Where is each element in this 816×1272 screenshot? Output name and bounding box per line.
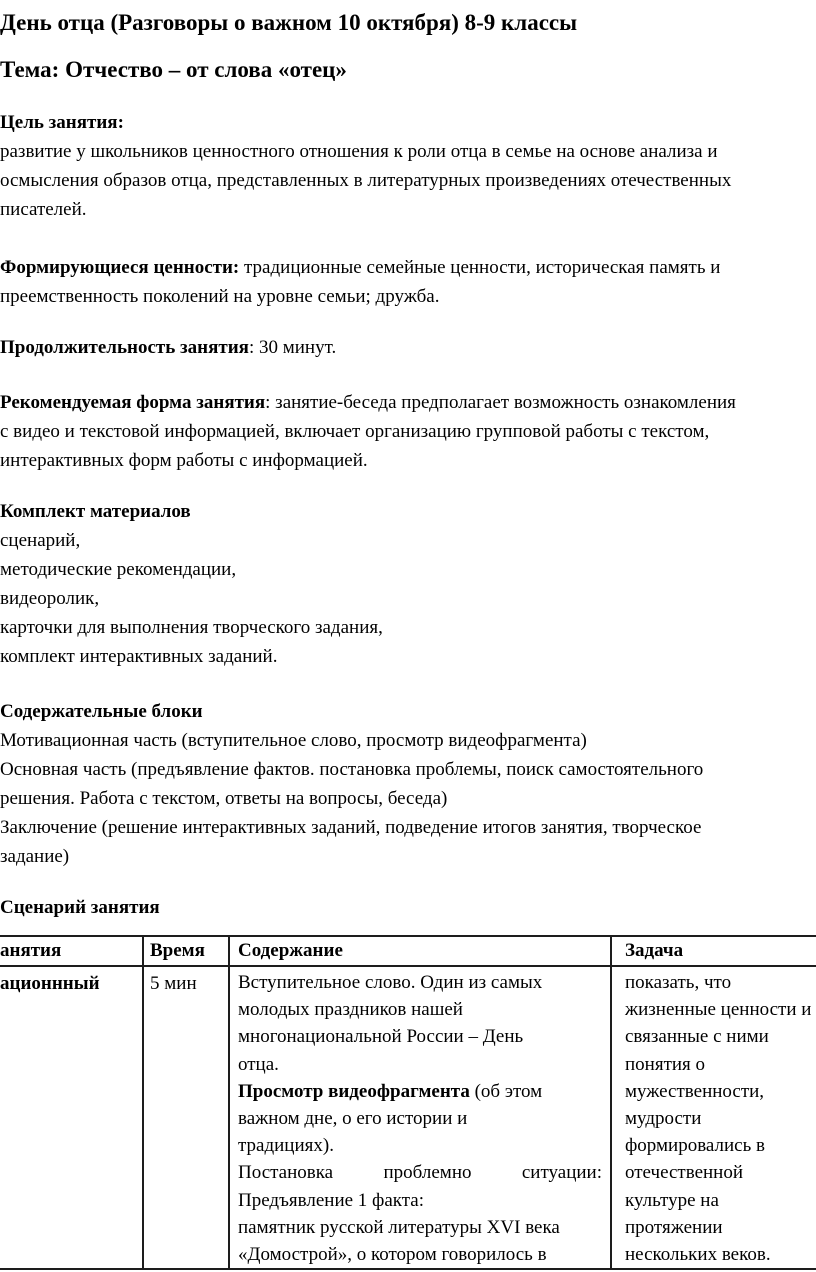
form-label: Рекомендуемая форма занятия	[0, 392, 266, 413]
table-header-row	[0, 937, 816, 967]
content-line: важном дне, о его истории и	[238, 1108, 468, 1130]
part-cell: ационнный	[0, 973, 100, 994]
content-line: традициях).	[238, 1135, 334, 1157]
task-line: протяжении	[625, 1216, 723, 1238]
blocks-text-line: решения. Работа с текстом, ответы на вопросы, беседа)	[0, 788, 448, 809]
blocks-text-line: Заключение (решение интерактивных заданий, подведение итогов занятия, творческое	[0, 817, 702, 838]
values-label: Формирующиеся ценности:	[0, 257, 240, 278]
values-text-line: преемственность поколений на уровне семьи; дружба.	[0, 286, 440, 307]
task-line: жизненные ценности и	[625, 999, 812, 1021]
materials-item: методические рекомендации,	[0, 559, 237, 580]
task-line: нескольких веков.	[625, 1244, 771, 1266]
document-subtitle: Тема: Отчество – от слова «отец»	[0, 57, 347, 82]
content-cell	[228, 967, 610, 1268]
scenario-table	[0, 935, 816, 1270]
form-text-line: интерактивных форм работы с информацией.	[0, 450, 368, 471]
materials-item: сценарий,	[0, 530, 81, 551]
task-line: мудрости	[625, 1108, 702, 1130]
col-header-task: Задача	[610, 937, 816, 965]
task-line: культуре на	[625, 1189, 719, 1211]
materials-item: карточки для выполнения творческого задания,	[0, 617, 383, 638]
materials-item: видеоролик,	[0, 588, 100, 609]
col-header-time: Время	[142, 937, 228, 965]
table-row	[0, 967, 816, 1268]
form-paragraph	[0, 388, 816, 417]
content-word: Постановка	[238, 1162, 334, 1184]
task-line: мужественности,	[625, 1080, 765, 1102]
content-line: памятник русской литературы XVI века	[238, 1216, 560, 1238]
col-header-content: Содержание	[228, 937, 610, 965]
task-line: показать, что	[625, 972, 732, 993]
content-line: многонациональной России – День	[238, 1026, 524, 1048]
content-line: отца.	[238, 1053, 279, 1075]
duration-value: : 30 минут.	[248, 337, 337, 358]
values-paragraph	[0, 253, 816, 282]
goal-text-line: писателей.	[0, 199, 87, 220]
goal-heading: Цель занятия:	[0, 112, 124, 133]
materials-heading: Комплект материалов	[0, 501, 191, 522]
blocks-text-line: Основная часть (предъявление фактов. постановка проблемы, поиск самостоятельного	[0, 759, 704, 780]
goal-text-line: развитие у школьников ценностного отношения к роли отца в семье на основе анализа и	[0, 141, 718, 162]
content-line-justified	[238, 1159, 602, 1186]
col-header-part: анятия	[0, 940, 62, 961]
materials-item: комплект интерактивных заданий.	[0, 646, 278, 667]
task-line: понятия о	[625, 1053, 706, 1075]
task-line: связанные с ними	[625, 1026, 769, 1048]
blocks-text-line: задание)	[0, 846, 70, 867]
document-title: День отца (Разговоры о важном 10 октября) 8-9 классы	[0, 10, 578, 35]
blocks-heading: Содержательные блоки	[0, 701, 203, 722]
blocks-text-line: Мотивационная часть (вступительное слово, просмотр видеофрагмента)	[0, 730, 587, 751]
form-text-line: с видео и текстовой информацией, включает организацию групповой работы с текстом,	[0, 421, 710, 442]
duration-label: Продолжительность занятия	[0, 337, 249, 358]
time-cell: 5 мин	[142, 967, 228, 1268]
goal-text-line: осмысления образов отца, представленных в литературных произведениях отечественных	[0, 170, 732, 191]
task-line: отечественной	[625, 1162, 744, 1184]
task-line: формировались в	[625, 1135, 766, 1157]
content-line	[238, 1078, 602, 1105]
form-text: : занятие-беседа предполагает возможность ознакомления	[265, 392, 736, 413]
scenario-heading: Сценарий занятия	[0, 897, 160, 918]
content-line: Предъявление 1 факта:	[238, 1189, 425, 1211]
values-text: традиционные семейные ценности, историческая память и	[239, 257, 721, 278]
content-text: (об этом	[469, 1080, 543, 1102]
duration-paragraph	[0, 333, 816, 362]
video-fragment-label: Просмотр видеофрагмента	[238, 1080, 470, 1102]
content-line: молодых праздников нашей	[238, 999, 463, 1021]
task-cell	[610, 967, 816, 1268]
content-line: Вступительное слово. Один из самых	[238, 972, 543, 993]
content-word: проблемно	[383, 1162, 472, 1184]
content-line: «Домострой», о котором говорилось в	[238, 1244, 547, 1266]
content-word: ситуации:	[521, 1162, 602, 1184]
